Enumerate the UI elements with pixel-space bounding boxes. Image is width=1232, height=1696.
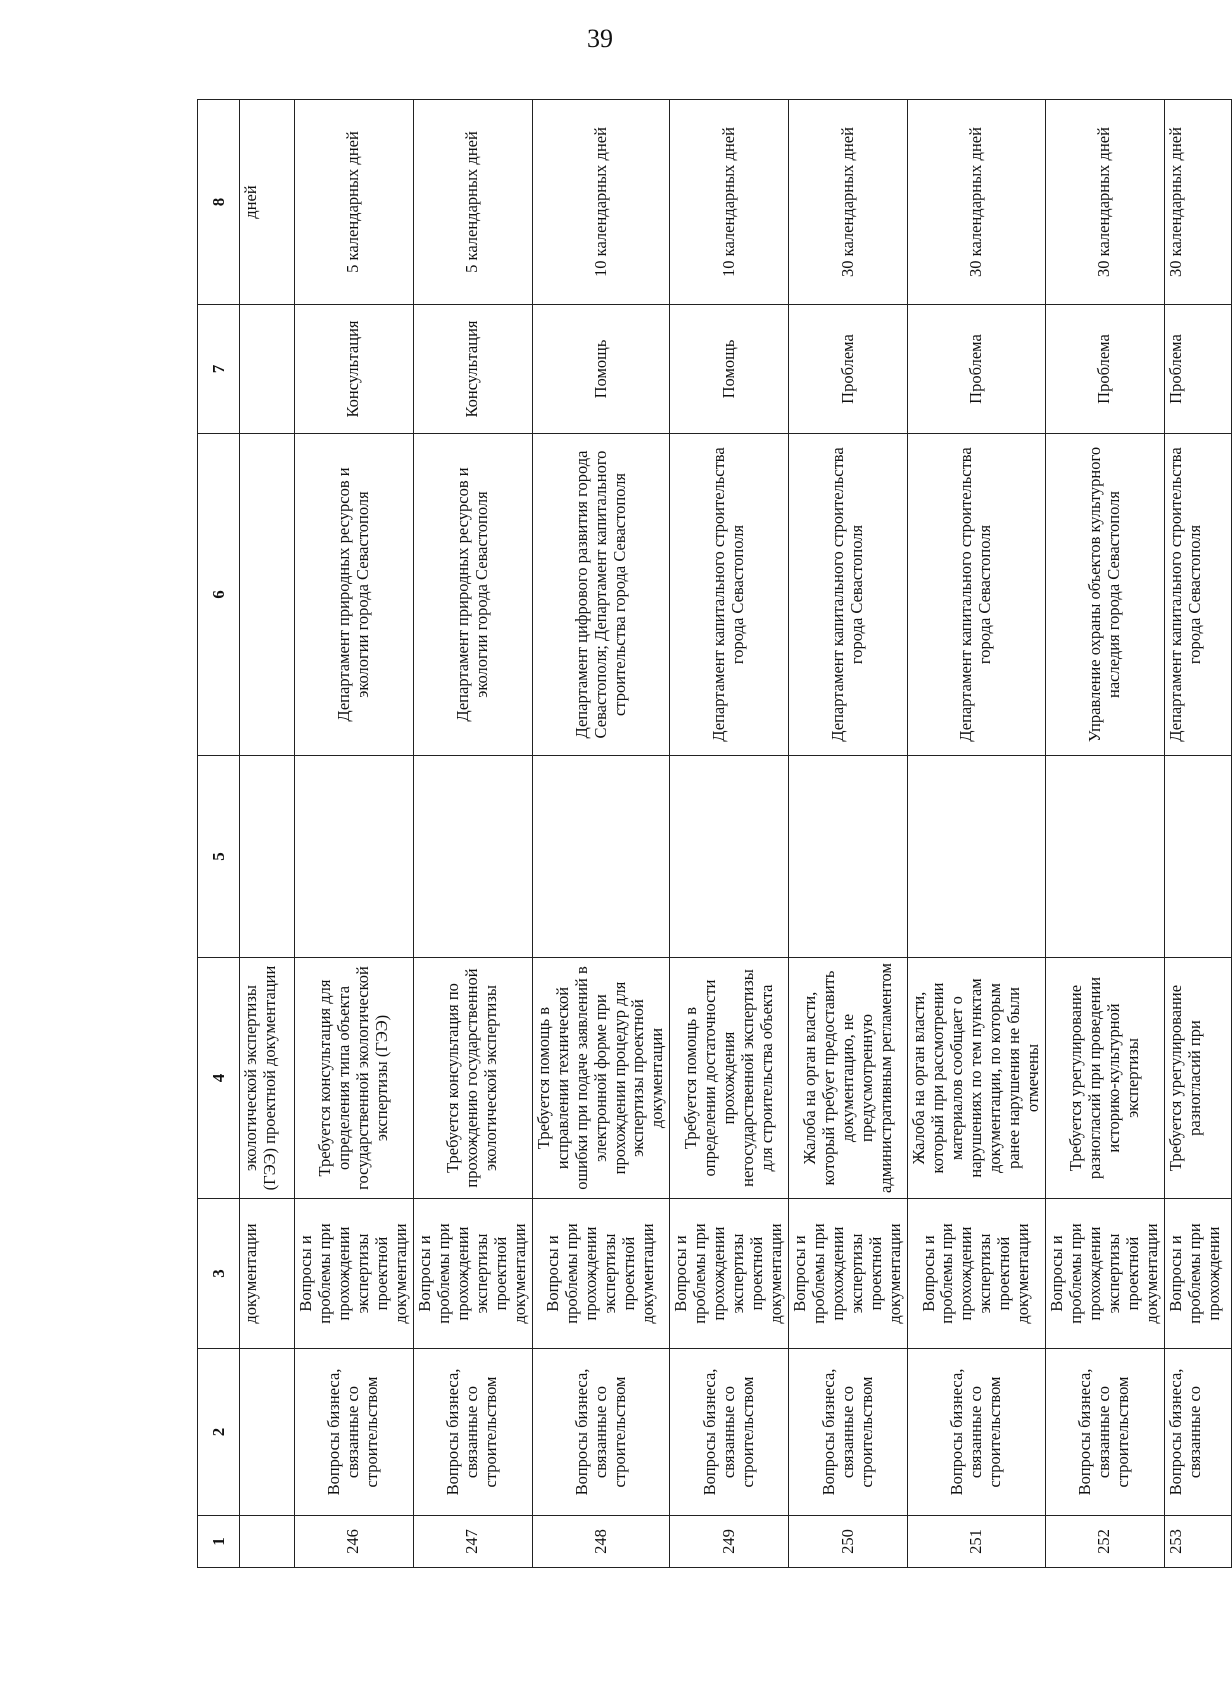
cell-topic: Вопросы и проблемы при прохождении экспертизы проектной документации: [413, 1199, 532, 1349]
col-header-8: 8: [198, 100, 240, 305]
cell-term: 10 календарных дней: [532, 100, 670, 305]
cell-description: Требуется урегулирование разногласий при: [1164, 958, 1231, 1199]
continuation-row: [240, 100, 295, 1568]
cell-type: Консультация: [413, 305, 532, 434]
cell-topic: Вопросы и проблемы при прохождении экспертизы проектной документации: [1045, 1199, 1164, 1349]
col-header-3: 3: [198, 1199, 240, 1349]
cell-num: 253: [1164, 1516, 1231, 1568]
table-frame: [197, 100, 1223, 1568]
cell-type: Проблема: [1164, 305, 1231, 434]
cell-department: Департамент капитального строительства города Севастополя: [789, 434, 908, 756]
page-number: 39: [587, 24, 613, 53]
cell-topic: Вопросы и проблемы при прохождении экспертизы проектной документации: [670, 1199, 789, 1349]
cell-num: [240, 1516, 295, 1568]
col-header-1: 1: [198, 1516, 240, 1568]
header-row: [198, 100, 240, 1568]
col-header-2: 2: [198, 1349, 240, 1516]
cell-department: Управление охраны объектов культурного наследия города Севастополя: [1045, 434, 1164, 756]
cell-term: 30 календарных дней: [1164, 100, 1231, 305]
cell-num: 246: [295, 1516, 414, 1568]
cell-description: Требуется помощь в определении достаточности прохождения негосударственной экспертизы для строительства объекта: [670, 958, 789, 1199]
cell-description: Требуется консультация для определения типа объекта государственной экологической экспертизы (ГЭЭ): [295, 958, 414, 1199]
cell-topic: Вопросы и проблемы при прохождении: [1164, 1199, 1231, 1349]
cell-category: Вопросы бизнеса, связанные со строительством: [908, 1349, 1046, 1516]
cell-category: Вопросы бизнеса, связанные со: [1164, 1349, 1231, 1516]
table-row: [413, 100, 532, 1568]
cell-topic: Вопросы и проблемы при прохождении экспертизы проектной документации: [789, 1199, 908, 1349]
cell-category: Вопросы бизнеса, связанные со строительством: [670, 1349, 789, 1516]
cell-col5: [532, 756, 670, 958]
cell-description: Жалоба на орган власти, который требует предоставить документацию, не предусмотренную административным регламентом: [789, 958, 908, 1199]
cell-type: Проблема: [908, 305, 1046, 434]
cell-type: Проблема: [789, 305, 908, 434]
cell-term: 5 календарных дней: [413, 100, 532, 305]
table-row: [908, 100, 1046, 1568]
cell-department: Департамент природных ресурсов и экологии города Севастополя: [413, 434, 532, 756]
cell-col5: [908, 756, 1046, 958]
cell-col5: [295, 756, 414, 958]
cell-term: 30 календарных дней: [908, 100, 1046, 305]
cell-department: Департамент капитального строительства города Севастополя: [1164, 434, 1231, 756]
cell-topic: Вопросы и проблемы при прохождении экспертизы проектной документации: [295, 1199, 414, 1349]
cell-col5: [240, 756, 295, 958]
cell-col5: [1164, 756, 1231, 958]
cell-department: Департамент природных ресурсов и экологии города Севастополя: [295, 434, 414, 756]
cell-category: Вопросы бизнеса, связанные со строительством: [789, 1349, 908, 1516]
cell-description: Требуется консультация по прохождению государственной экологической экспертизы: [413, 958, 532, 1199]
cell-category: Вопросы бизнеса, связанные со строительством: [295, 1349, 414, 1516]
cell-type: Помощь: [532, 305, 670, 434]
cell-col5: [1045, 756, 1164, 958]
cell-topic: документации: [240, 1199, 295, 1349]
cell-description: Требуется урегулирование разногласий при проведении историко-культурной экспертизы: [1045, 958, 1164, 1199]
cell-type: Проблема: [1045, 305, 1164, 434]
cell-category: Вопросы бизнеса, связанные со строительством: [532, 1349, 670, 1516]
cell-topic: Вопросы и проблемы при прохождении экспертизы проектной документации: [908, 1199, 1046, 1349]
cell-type: Консультация: [295, 305, 414, 434]
cell-description: Требуется помощь в исправлении технической ошибки при подаче заявлений в электронной форме при прохождении процедур для экспертизы проектной документации: [532, 958, 670, 1199]
cell-num: 248: [532, 1516, 670, 1568]
col-header-4: 4: [198, 958, 240, 1199]
table-row: [1045, 100, 1164, 1568]
cell-category: Вопросы бизнеса, связанные со строительством: [413, 1349, 532, 1516]
table-row: [670, 100, 789, 1568]
cell-term: 5 календарных дней: [295, 100, 414, 305]
cell-type: Помощь: [670, 305, 789, 434]
table-row: [1164, 100, 1231, 1568]
col-header-6: 6: [198, 434, 240, 756]
cell-num: 251: [908, 1516, 1046, 1568]
cell-num: 247: [413, 1516, 532, 1568]
cell-col5: [789, 756, 908, 958]
cell-col5: [670, 756, 789, 958]
cell-category: [240, 1349, 295, 1516]
cell-topic: Вопросы и проблемы при прохождении экспертизы проектной документации: [532, 1199, 670, 1349]
col-header-5: 5: [198, 756, 240, 958]
cell-department: Департамент капитального строительства города Севастополя: [670, 434, 789, 756]
cell-term: 10 календарных дней: [670, 100, 789, 305]
cell-num: 250: [789, 1516, 908, 1568]
services-table: [197, 99, 1232, 1568]
cell-type: [240, 305, 295, 434]
cell-description: экологической экспертизы (ГЭЭ) проектной документации: [240, 958, 295, 1199]
table-row: [789, 100, 908, 1568]
cell-description: Жалоба на орган власти, который при рассмотрении материалов сообщает о нарушениях по тем пунктам документации, по которым ранее нарушения не были отмечены: [908, 958, 1046, 1199]
table-row: [532, 100, 670, 1568]
cell-department: Департамент цифрового развития города Севастополя; Департамент капитального строительства города Севастополя: [532, 434, 670, 756]
cell-col5: [413, 756, 532, 958]
cell-department: [240, 434, 295, 756]
cell-department: Департамент капитального строительства города Севастополя: [908, 434, 1046, 756]
cell-term: 30 календарных дней: [789, 100, 908, 305]
cell-term: 30 календарных дней: [1045, 100, 1164, 305]
cell-category: Вопросы бизнеса, связанные со строительством: [1045, 1349, 1164, 1516]
col-header-7: 7: [198, 305, 240, 434]
table-row: [295, 100, 414, 1568]
cell-term: дней: [240, 100, 295, 305]
cell-num: 249: [670, 1516, 789, 1568]
cell-num: 252: [1045, 1516, 1164, 1568]
